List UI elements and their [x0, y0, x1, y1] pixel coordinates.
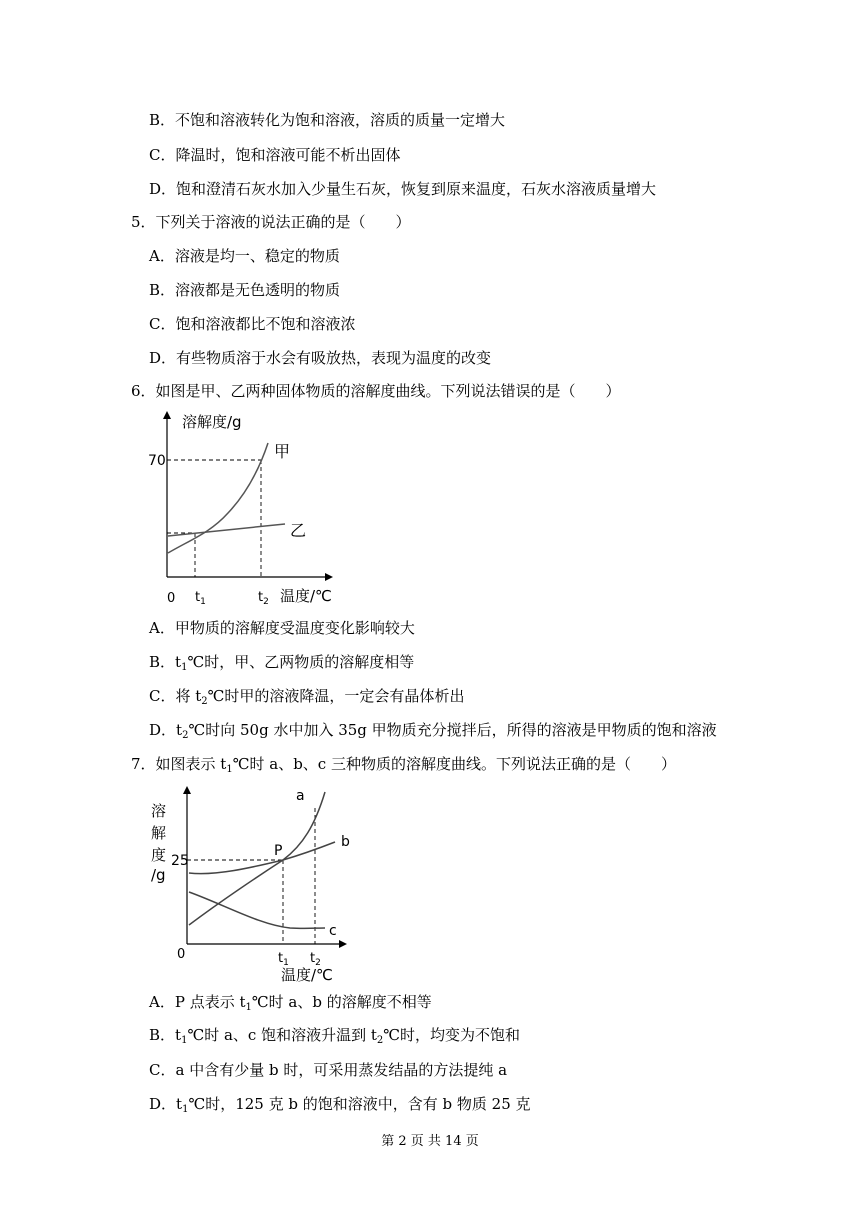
- q7-ylabel-2: 解: [151, 824, 167, 842]
- q7-option-b: B．$t_1℃$时 a、c 饱和溶液升温到 $t_2℃$时，均变为不饱和: [149, 1026, 521, 1046]
- q6-curve-jia-label: 甲: [274, 442, 291, 461]
- q7-curve-a: [189, 792, 325, 925]
- q6-y-tick-70: 70: [148, 453, 166, 469]
- q6-option-d: D．$t_2℃$时向 50g 水中加入 35g 甲物质充分搅拌后，所得的溶液是甲物质的饱和溶液: [149, 721, 717, 741]
- q4-option-d: D．饱和澄清石灰水加入少量生石灰，恢复到原来温度，石灰水溶液质量增大: [149, 180, 657, 198]
- q5-option-a: A．溶液是均一、稳定的物质: [149, 247, 340, 265]
- q7-ylabel-1: 溶: [151, 802, 167, 820]
- q7-origin: 0: [177, 947, 186, 962]
- q7-option-c: C．a 中含有少量 b 时，可采用蒸发结晶的方法提纯 a: [149, 1061, 508, 1079]
- q7-xlabel: 温度/℃: [281, 966, 333, 984]
- q6-curve-yi: [168, 524, 285, 536]
- q7-stem: 7．如图表示 $t_1℃$时 a、b、c 三种物质的溶解度曲线。下列说法正确的是（ ）: [131, 755, 676, 775]
- q7-option-a: A．P 点表示 $t_1℃$时 a、b 的溶解度不相等: [149, 993, 432, 1013]
- q7-curve-b-label: b: [341, 834, 350, 850]
- q6-stem: 6．如图是甲、乙两种固体物质的溶解度曲线。下列说法错误的是（ ）: [131, 382, 621, 400]
- q6-ylabel: 溶解度/g: [182, 413, 242, 431]
- q6-option-b: B．$t_1℃$时，甲、乙两物质的溶解度相等: [149, 653, 415, 673]
- q7-y-arrow: [183, 786, 191, 794]
- q7-t1-label: $t_1$: [278, 951, 289, 968]
- q6-curve-yi-label: 乙: [290, 521, 307, 540]
- page-footer: 第 2 页 共 14 页: [381, 1134, 479, 1149]
- q6-xlabel: 温度/℃: [280, 587, 332, 605]
- q7-x-arrow: [339, 940, 347, 948]
- q4-option-c: C．降温时，饱和溶液可能不析出固体: [149, 146, 401, 164]
- q7-curve-b: [189, 842, 335, 874]
- q7-curve-c-label: c: [329, 923, 337, 939]
- q6-option-a: A．甲物质的溶解度受温度变化影响较大: [149, 619, 415, 637]
- q7-solubility-graph: [145, 780, 355, 985]
- q5-option-b: B．溶液都是无色透明的物质: [149, 281, 341, 299]
- q5-option-d: D．有些物质溶于水会有吸放热，表现为温度的改变: [149, 349, 492, 367]
- q5-option-c: C．饱和溶液都比不饱和溶液浓: [149, 315, 356, 333]
- q7-point-p: P: [274, 843, 283, 859]
- q7-curve-a-label: a: [296, 788, 305, 804]
- q6-curve-jia: [168, 443, 268, 553]
- q6-t1-label: $t_1$: [195, 590, 206, 607]
- q6-origin: 0: [167, 591, 176, 606]
- q4-option-b: B．不饱和溶液转化为饱和溶液，溶质的质量一定增大: [149, 111, 506, 129]
- q7-y-tick-25: 25: [171, 853, 189, 869]
- q7-ylabel-3: 度: [151, 846, 167, 864]
- q7-t2-label: $t_2$: [310, 951, 321, 968]
- q7-option-d: D．$t_1℃$时，125 克 b 的饱和溶液中，含有 b 物质 25 克: [149, 1095, 531, 1115]
- q6-t2-label: $t_2$: [258, 590, 269, 607]
- q5-stem: 5．下列关于溶液的说法正确的是（ ）: [131, 213, 411, 231]
- q6-solubility-graph: [140, 405, 340, 610]
- q6-x-arrow: [325, 573, 333, 581]
- q6-y-arrow: [163, 411, 171, 419]
- q7-ylabel-4: /g: [151, 866, 166, 884]
- q6-option-c: C．将 $t_2℃$时甲的溶液降温，一定会有晶体析出: [149, 687, 465, 707]
